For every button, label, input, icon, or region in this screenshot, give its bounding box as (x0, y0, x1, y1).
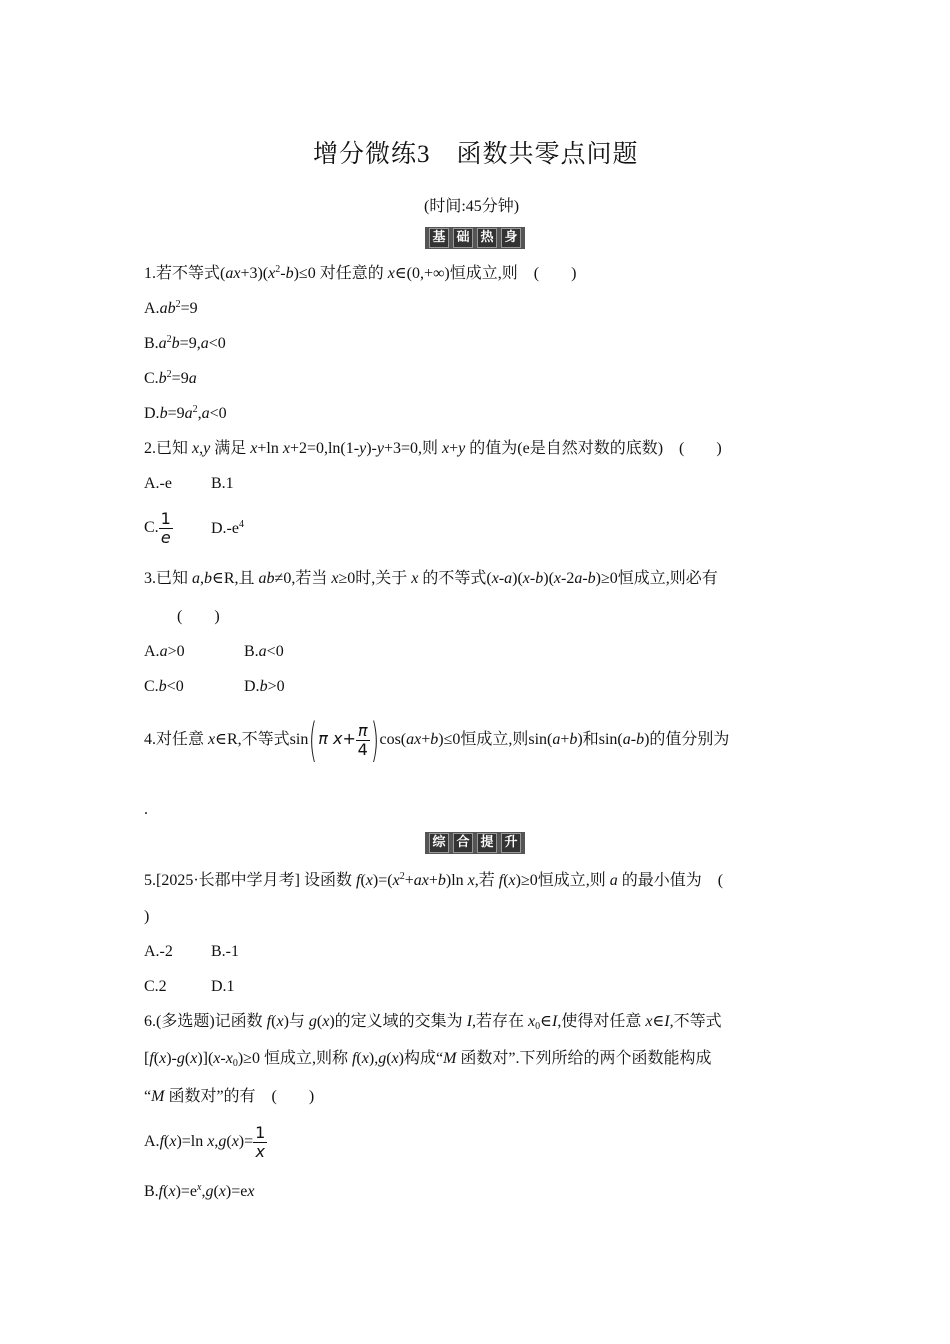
question-2-option-c: C. $\frac{1}{e}$ (144, 509, 171, 547)
question-1-option-a: $A.ab^2=9$ (144, 299, 198, 317)
question-3-stem: 3.已知 a,b∈R,且 ab≠0,若当 x≥0时,关于 x 的不等式(x-a)(x-b)(x-2a-b)≥0恒成立,则必有 (144, 570, 718, 587)
question-1-stem: 1.若不等式$(ax+3)(x^2-b)\le 0$ 对任意的 x∈(0,+∞)恒成立,则 ( ) (144, 264, 577, 282)
question-5-stem: 5.[2025·长郡中学月考] 设函数 $f(x)=(x^2+ax+b)\ln$ x,若 f(x)≥0恒成立,则 a 的最小值为 ( (144, 871, 724, 889)
question-3-answer-paren: ( ) (177, 608, 220, 625)
question-6-option-b: $B.f(x)=e^x,g(x)=ex$ (144, 1182, 255, 1200)
badge-char: 础 (453, 228, 473, 248)
fraction-pi-over-4: $\frac{\pi}{4}$ (357, 720, 368, 759)
badge-char: 提 (477, 833, 497, 853)
question-6-stem-line-3: “M 函数对”的有 ( ) (144, 1088, 315, 1105)
page-title: 增分微练3 函数共零点问题 (313, 141, 639, 168)
question-1-option-c: $C.b^2=9a$ (144, 369, 197, 387)
question-5-option-b: B.-1 (211, 943, 239, 960)
question-4-stem: 4.对任意 x∈R,不等式sin(π x+ $\frac{\pi}{4}$ )cos(ax+b)≤0恒成立,则sin(a+b)和sin(a-b)的值分别为 (144, 713, 730, 768)
section-badge-advance (425, 832, 525, 854)
question-3-option-b: B.a<0 (244, 643, 284, 660)
badge-char: 合 (453, 833, 473, 853)
question-2-stem: 2.已知 x,y 满足 x+ln x+2=0,ln(1-y)-y+3=0,则 x+y 的值为(e是自然对数的底数) ( ) (144, 440, 722, 457)
question-5-option-a: A.-2 (144, 943, 173, 960)
question-4-blank-dot: . (144, 801, 148, 818)
question-2-option-a: A.-e (144, 475, 172, 492)
question-6-option-a: A.f(x)=ln x,g(x)= $\frac{1}{x}$ (144, 1123, 266, 1161)
question-1-option-d: $D.b=9a^2,a<0$ (144, 404, 227, 422)
question-6-stem-line-2: $[f(x)-g(x)](x-x_0)\ge 0$ 恒成立,则称 f(x),g(x)构成“M 函数对”.下列所给的两个函数能构成 (144, 1050, 712, 1069)
fraction-1-over-e: $\frac{1}{e}$ (160, 509, 171, 547)
question-2-option-b: B.1 (211, 475, 234, 492)
question-2-option-d: $D.-e^4$ (211, 519, 244, 537)
question-3-option-d: D.b>0 (244, 678, 285, 695)
question-3-option-a: A.a>0 (144, 643, 185, 660)
question-5-option-d: D.1 (211, 978, 235, 995)
question-3-option-c: C.b<0 (144, 678, 184, 695)
question-5-option-c: C.2 (144, 978, 167, 995)
badge-char: 升 (501, 833, 521, 853)
question-1-option-b: $B.a^2b=9,a<0$ (144, 334, 226, 352)
section-badge-warmup (425, 227, 525, 249)
badge-char: 身 (501, 228, 521, 248)
badge-char: 综 (429, 833, 449, 853)
fraction-1-over-x: $\frac{1}{x}$ (255, 1123, 266, 1161)
badge-char: 热 (477, 228, 497, 248)
question-6-stem: 6.(多选题)记函数 f(x)与 g(x)的定义域的交集为 I,若存在 $x_0\in I$,使得对任意 x∈I,不等式 (144, 1013, 722, 1032)
time-limit: (时间:45分钟) (424, 198, 520, 215)
question-5-paren-close: ) (144, 908, 150, 925)
badge-char: 基 (429, 228, 449, 248)
